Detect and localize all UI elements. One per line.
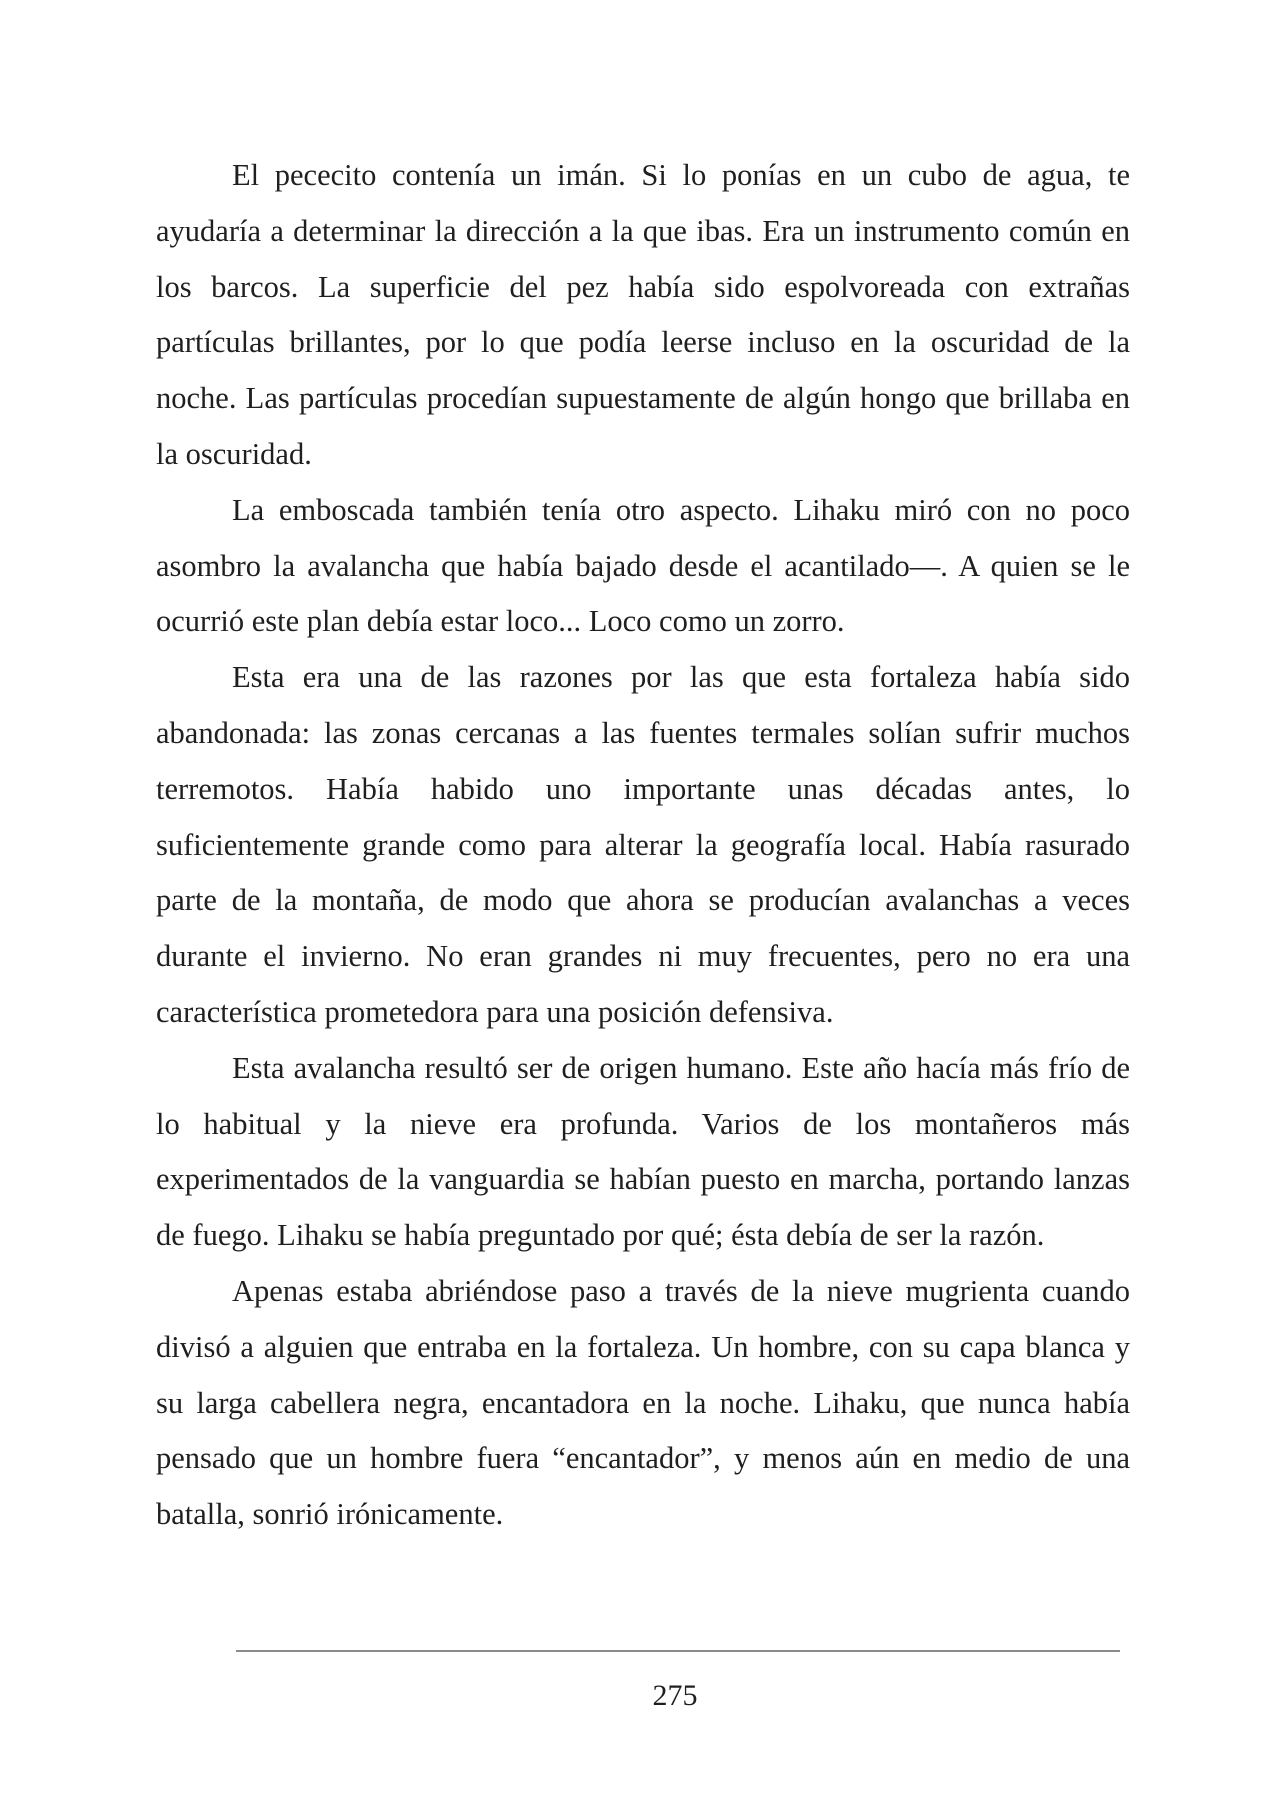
paragraph-2: La emboscada también tenía otro aspecto. Lihaku miró con no poco asombro la avalancha que había bajado desde el acantilado—. A quien se le ocurrió este plan debía estar loco... Loco como un zorro. [156,492,1130,639]
page-number: 275 [652,1679,698,1712]
paragraph-4: Esta avalancha resultó ser de origen humano. Este año hacía más frío de lo habitual y la nieve era profunda. Varios de los montañeros más experimentados de la vanguardia se habían puesto en marcha, portando lanzas de fuego. Lihaku se había preguntado por qué; ésta debía de ser la razón. [156,1050,1130,1253]
paragraph-1: El pececito contenía un imán. Si lo ponías en un cubo de agua, te ayudaría a determinar la dirección a la que ibas. Era un instrumento común en los barcos. La superficie del pez había sido espolvoreada con extrañas partículas brillantes, por lo que podía leerse incluso en la oscuridad de la noche. Las partículas procedían supuestamente de algún hongo que brillaba en la oscuridad. [156,158,1130,471]
paragraph-3: Esta era una de las razones por las que esta fortaleza había sido abandonada: las zonas cercanas a las fuentes termales solían sufrir muchos terremotos. Había habido uno importante unas décadas antes, lo suficientemente grande como para alterar la geografía local. Había rasurado parte de la montaña, de modo que ahora se producían avalanchas a veces durante el invierno. No eran grandes ni muy frecuentes, pero no era una característica prometedora para una posición defensiva. [156,660,1130,1029]
body-text [156,148,1130,1543]
footer-divider [236,1650,1120,1652]
paragraph-5: Apenas estaba abriéndose paso a través de la nieve mugrienta cuando divisó a alguien que entraba en la fortaleza. Un hombre, con su capa blanca y su larga cabellera negra, encantadora en la noche. Lihaku, que nunca había pensado que un hombre fuera “encantador”, y menos aún en medio de una batalla, sonrió irónicamente. [156,1273,1130,1532]
